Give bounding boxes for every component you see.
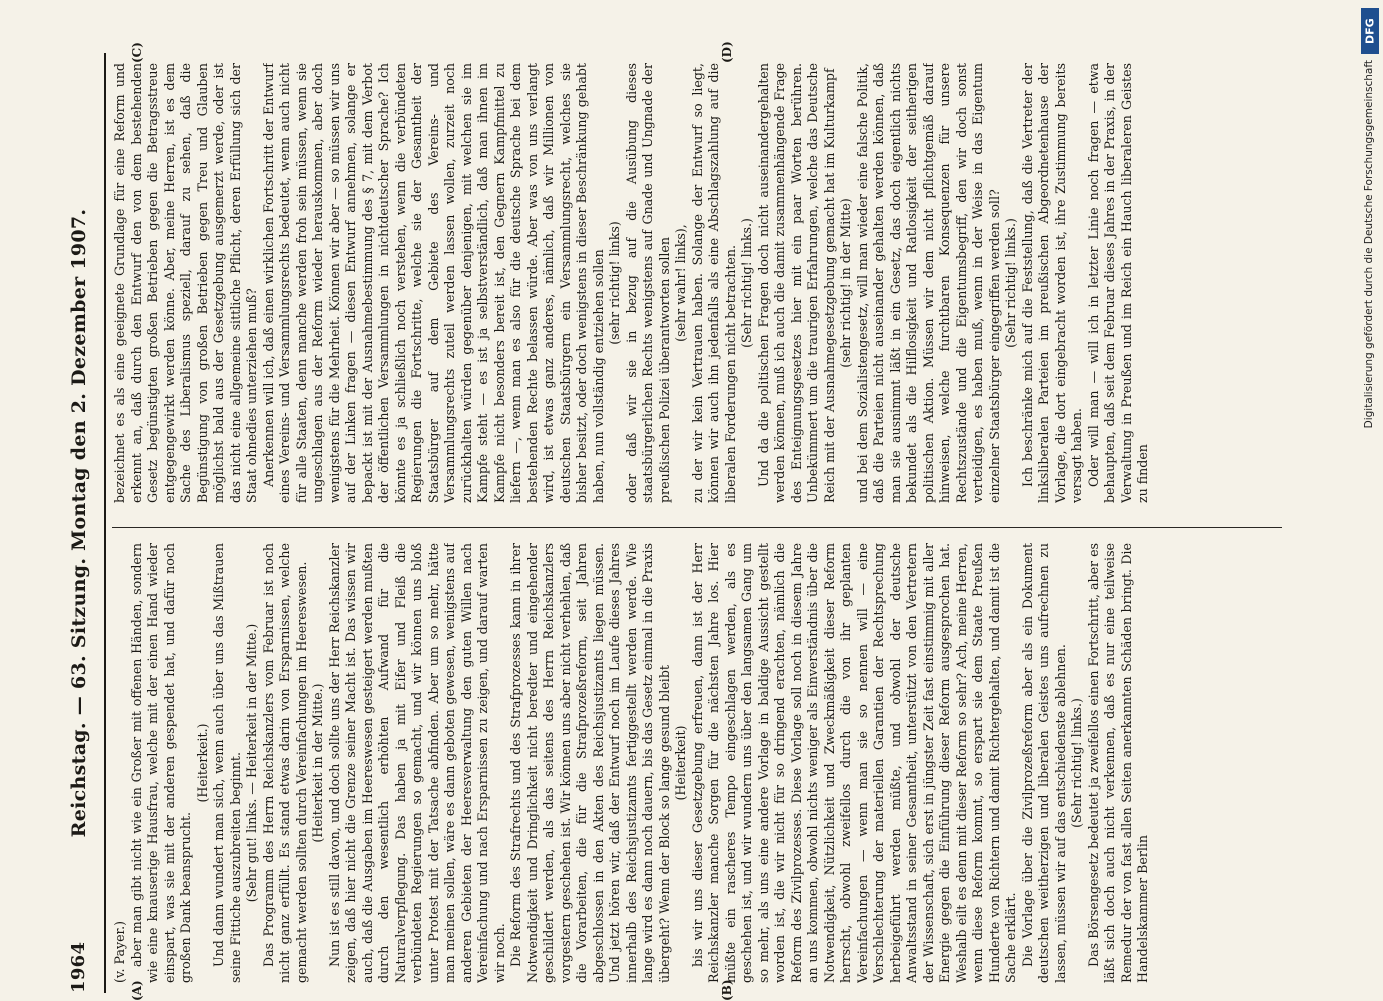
- paragraph: Und da die politischen Fragen doch nicht auseinandergehalten werden können, muß ich auch die damit zusammenhängende Frage des Enteignungsgesetzes hier mit ein paar Worten berühren. Unbekümmert um die traurigen Erfahrungen, welche das Deutsche Reich mit der Ausnahmegesetzgebung gemacht hat im Kulturkampf: [756, 63, 839, 503]
- margin-marker-c: (C): [130, 42, 144, 63]
- right-column: [112, 63, 1282, 503]
- paragraph: Die Reform des Strafrechts und des Strafprozesses kann in ihrer Notwendigkeit und Dringlichkeit nicht beredter und eingehender geschildert werden, als das seitens des Herrn Reichskanzlers vorgestern geschehen ist. Wir können uns aber nicht verhehlen, daß die Vorarbeiten, die für die Strafprozeßreform, seit Jahren abgeschlossen in den Akten des Reichsjustizamts liegen müssen. Und jetzt hören wir, daß der Entwurf noch im Laufe dieses Jahres innerhalb des Reichsjustizamts fertiggestellt werden werde. Wie lange wird es dann noch dauern, bis das Gesetz einmal in die Praxis übergeht? Wenn der Block so lange gesund bleibt: [508, 543, 673, 983]
- digitization-credit: Digitalisierung gefördert durch die Deutsche Forschungsgemeinschaft: [1363, 60, 1375, 428]
- paragraph: Das Programm des Herrn Reichskanzlers vom Februar ist noch nicht ganz erfüllt. Es stand etwas darin von Ersparnissen, welche gemacht werden sollten durch Vereinfachungen im Heereswesen.: [261, 543, 311, 983]
- paragraph: und bei dem Sozialistengesetz, will man wieder eine falsche Politik, daß die Parteien nicht auseinander gehalten werden können, daß man sie ausnimmt läßt in ein Gesetz, das doch eigentlich nichts bekundet als die Hilflosigkeit und Ratlosigkeit der seitherigen politischen Aktion. Müssen wir dem nicht pflichtgemäß darauf hinweisen, welche furchtbaren Konsequenzen für unsere Rechtszustände und die Eigentumsbegriff, den wir doch sonst verteidigen, es haben muß, wenn in der Weise in das Eigentum einzelner Staatsbürger eingegriffen werden soll?: [855, 63, 1004, 503]
- interjection: (Heiterkeit in der Mitte.): [310, 543, 327, 983]
- paragraph: zu der wir kein Vertrauen haben. Solange der Entwurf so liegt, können wir auch ihn jedenfalls als eine Abschlagszahlung auf die liberalen Forderungen nicht betrachten.: [690, 63, 740, 503]
- interjection: (sehr richtig! links): [607, 63, 624, 503]
- paragraph: aber man gibt nicht wie ein Großer mit offenen Händen, sondern wie eine knauserige Hausfrau, welche mit der einen Hand wieder einspart, was sie mit der anderen gespendet hat, und dafür noch großen Dank beansprucht.: [129, 543, 195, 983]
- paragraph: Anerkennen will ich, daß einen wirklichen Fortschritt der Entwurf eines Vereins- und Versammlungsrechts bedeutet, wenn auch nicht für alle Staaten, denn manche werden froh sein müssen, wenn sie ungeschlagen aus der Reform wieder herauskommen, aber doch wenigstens für die Mehrheit. Können wir aber — so müssen wir uns auf der Linken fragen — diesen Entwurf annehmen, solange er bepackt ist mit der Ausnahmebestimmung des § 7, mit dem Verbot der öffentlichen Versammlungen in nichtdeutscher Sprache? Ich könnte es ja schließlich noch verstehen, wenn die verbündeten Regierungen die Fortschritte, welche sie der Gesamtheit der Staatsbürger auf dem Gebiete des Vereins- und Versammlungsrechts zuteil werden lassen wollen, zurzeit noch zurückhalten würden gegenüber denjenigen, mit welchen sie im Kampfe steht — es ist ja selbstverständlich, daß man ihnen im Kampfe nicht besonders bereit ist, den Gegnern Kampfmittel zu liefern —, wenn man es also für die deutsche Sprache bei dem bestehenden Rechte belassen würde. Aber was von uns verlangt wird, ist etwas ganz anderes, nämlich, daß wir Millionen von deutschen Staatsbürgern ein Versammlungsrecht, welches sie bisher besitzt, oder doch wenigstens in dieser Beschränkung gehabt haben, nun vollständig entziehen sollen: [261, 63, 608, 503]
- paragraph: bis wir uns dieser Gesetzgebung erfreuen, dann ist der Herr Reichskanzler manche Sorgen für die nächsten Jahre los. Hier müßte ein rascheres Tempo eingeschlagen werden, als es geschehen ist, und wir wundern uns über den langsamen Gang um so mehr, als uns eine andere Vorlage in baldige Aussicht gestellt worden ist, die wir nicht für so dringend erachten, nämlich die Reform des Zivilprozesses. Diese Vorlage soll noch in diesem Jahre an uns kommen, obwohl nichts weniger als Einverständnis über die Notwendigkeit, Nützlichkeit und Zweckmäßigkeit dieser Reform herrscht, obwohl zweifellos durch die von ihr geplanten Vereinfachungen — wenn man sie so nennen will — eine Verschlechterung der materiellen Garantien der Rechtsprechung herbeigeführt werden müßte, und obwohl der deutsche Anwaltsstand in seiner Gesamtheit, unterstützt von den Vertretern der Wissenschaft, sich erst in jüngster Zeit fast einstimmig mit aller Energie gegen die Einführung dieser Reform ausgesprochen hat. Weshalb eilt es denn mit dieser Reform so sehr? Ach, meine Herren, wenn diese Reform kommt, so erspart sie dem Staate Preußen Hunderte von Richtern und damit Richtergehalten, und damit ist die Sache erklärt.: [690, 543, 1020, 983]
- column-divider: [112, 527, 1282, 528]
- paragraph: Das Börsengesetz bedeutet ja zweifellos einen Fortschritt, aber es läßt sich doch auch nicht verkennen, daß es nur eine teilweise Remedur der von fast allen Seiten anerkannten Schäden bringt. Die Handelskammer Berlin: [1086, 543, 1152, 983]
- left-column: [112, 543, 1282, 983]
- interjection: (Sehr richtig! links.): [739, 63, 756, 503]
- speaker-name: (v. Payer.): [112, 543, 129, 983]
- interjection: (Sehr richtig! links.): [1069, 543, 1086, 983]
- rotated-page-content: [60, 53, 1290, 993]
- paragraph: oder daß wir sie in bezug auf die Ausübung dieses staatsbürgerlichen Rechts wenigstens auf Gnade und Ungnade der preußischen Polizei überantworten sollen: [624, 63, 674, 503]
- dfg-logo: DFG: [1361, 8, 1379, 54]
- paragraph: Die Vorlage über die Zivilprozeßreform aber als ein Dokument deutschen weitherzigen und liberalen Geistes uns aufrechnen zu lassen, müssen wir auf das entschiedenste ablehnen.: [1020, 543, 1070, 983]
- page-header: [68, 53, 98, 993]
- margin-marker-d: (D): [720, 41, 734, 63]
- paragraph: Ich beschränke mich auf die Feststellung, daß die Vertreter der linksliberalen Parteien im preußischen Abgeordnetenhause der Vorlage, die dort eingebracht worden ist, ihre Zustimmung bereits versagt haben.: [1020, 63, 1086, 503]
- page-title: Reichstag. — 63. Sitzung. Montag den 2. Dezember 1907.: [68, 53, 90, 993]
- header-rule: [104, 53, 106, 993]
- paragraph: bezeichnet es als eine geeignete Grundlage für eine Reform und erkennt an, daß durch den Entwurf den von dem bestehenden Gesetz begünstigten großen Betrieben gegen die Betragsstreue entgegengewirkt werden könne. Aber, meine Herren, ist es dem Sache des Liberalismus speziell, darauf zu sehen, daß die Begünstigung von großen Betrieben gegen Treu und Glauben möglichst bald aus der Gesetzgebung ausgemerzt werde, oder ist das nicht eine allgemeine sittliche Pflicht, deren Erfüllung sich der Staat ohnedies unterziehen muß?: [112, 63, 261, 503]
- dfg-watermark: [1361, 8, 1381, 768]
- paragraph: Nun ist es still davon, und doch sollte uns der Herr Reichskanzler zeigen, daß hier nicht die Grenze seiner Macht ist. Das wissen wir auch, daß die Ausgaben im Heereswesen gesteigert werden mußten durch den wesentlich erhöhten Aufwand für die Naturalverpflegung. Das haben ja mit Eifer und Fleiß die verbündeten Regierungen so gemacht, und wir können uns bloß unter Protest mit der Tatsache abfinden. Aber um so mehr, hätte man meinen sollen, wäre es dann geboten gewesen, wenigstens auf anderen Gebieten der Heeresverwaltung den guten Willen nach Vereinfachung und nach Ersparnissen zu zeigen, und darauf warten wir noch.: [327, 543, 509, 983]
- interjection: (Heiterkeit.): [195, 543, 212, 983]
- interjection: (Sehr gut! links. — Heiterkeit in der Mitte.): [244, 543, 261, 983]
- paragraph: Oder will man — will ich in letzter Linie noch fragen — etwa behaupten, daß seit dem Februar dieses Jahres in der Praxis, in der Verwaltung in Preußen und im Reich ein Hauch liberaleren Geistes zu finden: [1086, 63, 1152, 503]
- interjection: (sehr richtig! in der Mitte): [838, 63, 855, 503]
- margin-marker-a: (A): [130, 980, 144, 1001]
- margin-marker-b: (B): [720, 980, 734, 1001]
- interjection: (Sehr richtig! links.): [1003, 63, 1020, 503]
- interjection: (sehr wahr! links),: [673, 63, 690, 503]
- paragraph: Und dann wundert man sich, wenn auch über uns das Mißtrauen seine Fittiche auszubreiten beginnt.: [211, 543, 244, 983]
- page-number: 1964: [68, 942, 89, 993]
- interjection: (Heiterkeit): [673, 543, 690, 983]
